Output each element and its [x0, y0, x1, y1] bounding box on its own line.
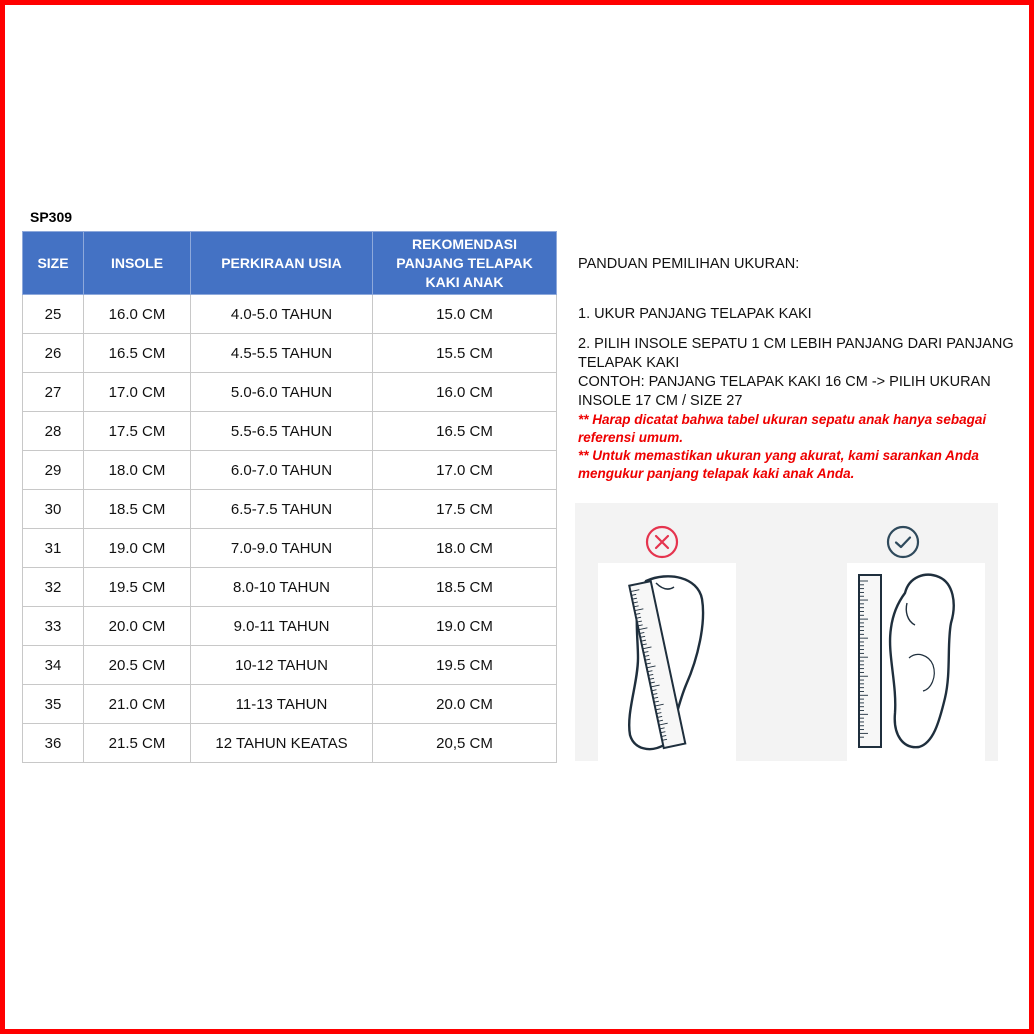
- cell-age: 6.0-7.0 TAHUN: [191, 451, 373, 490]
- header-age: PERKIRAAN USIA: [191, 232, 373, 295]
- cell-insole: 17.0 CM: [84, 373, 191, 412]
- table-row: [23, 646, 557, 685]
- cell-insole: 17.5 CM: [84, 412, 191, 451]
- cell-age: 4.0-5.0 TAHUN: [191, 295, 373, 334]
- cell-size: 29: [23, 451, 84, 490]
- cell-size: 25: [23, 295, 84, 334]
- cell-insole: 16.0 CM: [84, 295, 191, 334]
- guide-step-2-block: [578, 335, 1023, 483]
- table-header-row: [23, 232, 557, 295]
- cell-foot-length: 16.5 CM: [373, 412, 557, 451]
- table-row: [23, 724, 557, 763]
- table-row: [23, 334, 557, 373]
- size-chart-table: [22, 231, 557, 763]
- cell-foot-length: 15.5 CM: [373, 334, 557, 373]
- foot-side-ruler-icon: [598, 563, 736, 761]
- wrong-measure-card: [598, 563, 736, 761]
- guide-step-2: 2. PILIH INSOLE SEPATU 1 CM LEBIH PANJANG DARI PANJANG TELAPAK KAKI: [578, 336, 1014, 371]
- cell-size: 31: [23, 529, 84, 568]
- cell-foot-length: 19.0 CM: [373, 607, 557, 646]
- measurement-illustration: [575, 503, 998, 761]
- guide-step-1: 1. UKUR PANJANG TELAPAK KAKI: [578, 306, 812, 322]
- cell-age: 6.5-7.5 TAHUN: [191, 490, 373, 529]
- table-body: [23, 295, 557, 763]
- cell-size: 27: [23, 373, 84, 412]
- cell-foot-length: 20.0 CM: [373, 685, 557, 724]
- table-row: [23, 685, 557, 724]
- table-row: [23, 568, 557, 607]
- cell-foot-length: 20,5 CM: [373, 724, 557, 763]
- table-row: [23, 490, 557, 529]
- cell-size: 32: [23, 568, 84, 607]
- table-row: [23, 412, 557, 451]
- cell-size: 34: [23, 646, 84, 685]
- cell-insole: 19.0 CM: [84, 529, 191, 568]
- product-code: SP309: [30, 209, 73, 225]
- guide-note-2: ** Untuk memastikan ukuran yang akurat, kami sarankan Anda mengukur panjang telapak kaki anak Anda.: [578, 448, 979, 481]
- table-row: [23, 295, 557, 334]
- cell-insole: 20.0 CM: [84, 607, 191, 646]
- cell-age: 5.0-6.0 TAHUN: [191, 373, 373, 412]
- cell-size: 33: [23, 607, 84, 646]
- cell-size: 36: [23, 724, 84, 763]
- cell-size: 26: [23, 334, 84, 373]
- cell-foot-length: 16.0 CM: [373, 373, 557, 412]
- cell-foot-length: 17.0 CM: [373, 451, 557, 490]
- x-circle-icon: [644, 524, 680, 560]
- cell-size: 30: [23, 490, 84, 529]
- cell-age: 11-13 TAHUN: [191, 685, 373, 724]
- cell-foot-length: 17.5 CM: [373, 490, 557, 529]
- table-row: [23, 607, 557, 646]
- cell-insole: 21.5 CM: [84, 724, 191, 763]
- cell-age: 4.5-5.5 TAHUN: [191, 334, 373, 373]
- table-row: [23, 373, 557, 412]
- table-row: [23, 451, 557, 490]
- cell-foot-length: 15.0 CM: [373, 295, 557, 334]
- cell-age: 5.5-6.5 TAHUN: [191, 412, 373, 451]
- guide-note-1: ** Harap dicatat bahwa tabel ukuran sepatu anak hanya sebagai referensi umum.: [578, 412, 987, 445]
- header-insole: INSOLE: [84, 232, 191, 295]
- right-measure-card: [847, 563, 985, 761]
- cell-age: 12 TAHUN KEATAS: [191, 724, 373, 763]
- foot-sole-ruler-icon: [847, 563, 985, 761]
- cell-insole: 20.5 CM: [84, 646, 191, 685]
- table-row: [23, 529, 557, 568]
- cell-age: 7.0-9.0 TAHUN: [191, 529, 373, 568]
- guide-example: CONTOH: PANJANG TELAPAK KAKI 16 CM -> PILIH UKURAN INSOLE 17 CM / SIZE 27: [578, 374, 991, 409]
- check-circle-icon: [885, 524, 921, 560]
- guide-title: PANDUAN PEMILIHAN UKURAN:: [578, 256, 800, 272]
- cell-size: 28: [23, 412, 84, 451]
- cell-age: 10-12 TAHUN: [191, 646, 373, 685]
- cell-age: 8.0-10 TAHUN: [191, 568, 373, 607]
- cell-insole: 21.0 CM: [84, 685, 191, 724]
- header-foot-length: REKOMENDASI PANJANG TELAPAK KAKI ANAK: [373, 232, 557, 295]
- cell-age: 9.0-11 TAHUN: [191, 607, 373, 646]
- cell-insole: 18.5 CM: [84, 490, 191, 529]
- cell-insole: 16.5 CM: [84, 334, 191, 373]
- cell-foot-length: 18.0 CM: [373, 529, 557, 568]
- cell-foot-length: 18.5 CM: [373, 568, 557, 607]
- cell-foot-length: 19.5 CM: [373, 646, 557, 685]
- header-size: SIZE: [23, 232, 84, 295]
- cell-insole: 18.0 CM: [84, 451, 191, 490]
- cell-size: 35: [23, 685, 84, 724]
- cell-insole: 19.5 CM: [84, 568, 191, 607]
